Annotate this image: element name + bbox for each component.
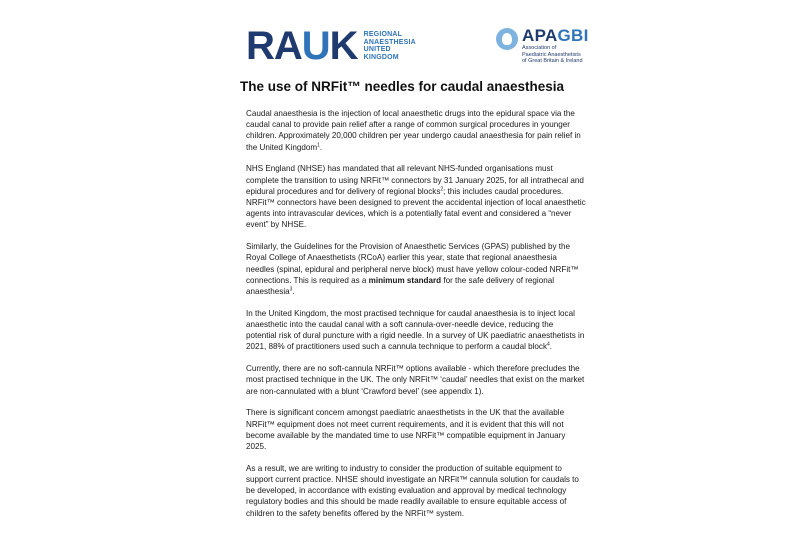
reference-marker: 2 — [440, 186, 444, 193]
rauk-wordmark: RAUK — [246, 24, 358, 68]
apagbi-description: Association of Paediatric Anaesthetists of Great Britain & Ireland — [522, 45, 583, 64]
apagbi-wordmark: APAGBI — [522, 26, 589, 45]
document-body — [246, 108, 586, 529]
rauk-logo — [246, 24, 416, 68]
document-title: The use of NRFit™ needles for caudal anaesthesia — [239, 79, 565, 94]
apagbi-emblem-icon — [496, 28, 518, 50]
reference-marker: 1 — [317, 141, 320, 148]
paragraph-concern: There is significant concern amongst paediatric anaesthetists in the UK that the available NRFit™ equipment does not meet current requirements, and it is evident that this will not become available by the mandated time to use NRFit™ compatible equipment in January 2025. — [246, 408, 566, 452]
minimum-standard-emphasis: minimum standard — [368, 275, 442, 285]
paragraph-gpas-guidelines: Similarly, the Guidelines for the Provision of Anaesthetic Services (GPAS) published by the Royal College of Anaesthetists (RCoA) earlier this year, state that regional anaesthesia needles (spinal, epidural and peripheral nerve block) must have yellow colour-coded NRFit™ connections. This is required as a minimum standard for the safe delivery of regional anaesthesia$^3$. — [246, 242, 579, 297]
reference-marker: 4 — [547, 341, 550, 348]
rauk-subtitle: REGIONAL ANAESTHESIA UNITED KINGDOM — [363, 31, 416, 61]
paragraph-nhse-mandate: NHS England (NHSE) has mandated that all relevant NHS-funded organisations must complete the transition to using NRFit™ connectors by 31 January 2025, for all intrathecal and epidural procedures and for delivery of regional blocks$^2$; this includes caudal procedures. NRFit™ connectors have been designed to prevent the accidental injection of local anaesthetic agents into intravascular devices, which is a potentially fatal event and considered a “never event” by NHSE. — [246, 164, 586, 230]
paragraph-current-options: Currently, there are no soft-cannula NRFit™ options available - which therefore precludes the most practised technique in the UK. The only NRFit™ ‘caudal’ needles that exist on the market are non-cannulated with a blunt ‘Crawford bevel’ (see appendix 1). — [246, 364, 585, 396]
apagbi-logo — [496, 27, 589, 65]
paragraph-request-to-industry: As a result, we are writing to industry to consider the production of suitable equipment to support current practice. NHSE should investigate an NRFit™ cannula solution for caudals to be developed, in accordance with existing evaluation and approval by medical technology regulatory bodies and this should be made readily available to ensure equitable access of children to the safety benefits offered by the NRFit™ system. — [246, 463, 579, 518]
paragraph-uk-technique: In the United Kingdom, the most practised technique for caudal anaesthesia is to inject local anaesthetic into the caudal canal with a soft cannula-over-needle device, reducing the potential risk of dural puncture with a rigid needle. In a survey of UK paediatric anaesthetists in 2021, 88% of practitioners used such a cannula technique to perform a caudal block$^4$. — [246, 308, 585, 352]
reference-marker: 3 — [289, 286, 293, 293]
paragraph-caudal-intro: Caudal anaesthesia is the injection of local anaesthetic drugs into the epidural space via the caudal canal to provide pain relief after a range of common surgical procedures in younger children. Approximately 20,000 children per year undergo caudal anaesthesia for pain relief in the United Kingdom$^1$. — [246, 109, 581, 152]
